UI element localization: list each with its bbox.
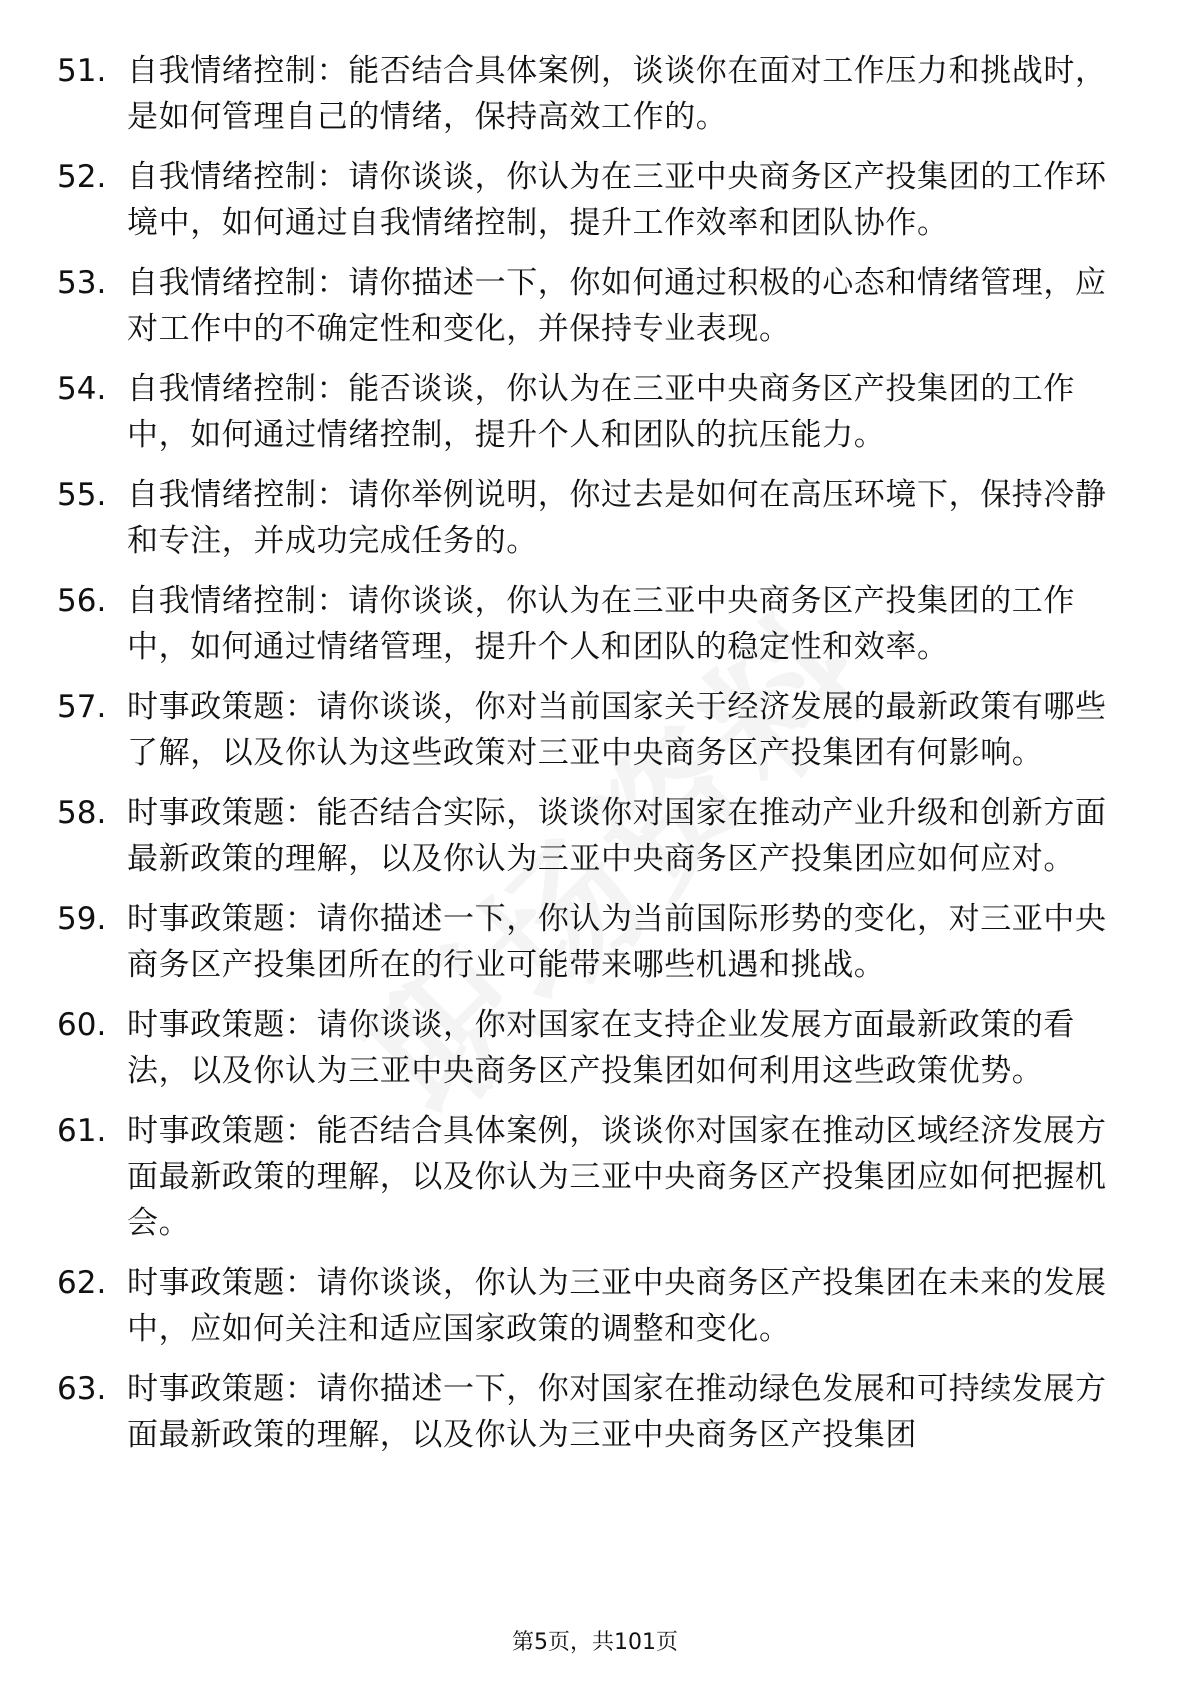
question-text: 时事政策题：请你谈谈，你对国家在支持企业发展方面最新政策的看法，以及你认为三亚中央商务区产投集团如何利用这些政策优势。 (127, 1007, 1075, 1089)
question-text: 自我情绪控制：请你谈谈，你认为在三亚中央商务区产投集团的工作环境中，如何通过自我情绪控制，提升工作效率和团队协作。 (127, 159, 1107, 241)
list-item (57, 1108, 1117, 1246)
question-list (57, 48, 1117, 1472)
question-number: 59. (57, 901, 107, 937)
question-text: 时事政策题：能否结合实际，谈谈你对国家在推动产业升级和创新方面最新政策的理解，以及你认为三亚中央商务区产投集团应如何应对。 (127, 795, 1107, 877)
list-item (57, 790, 1117, 882)
question-number: 58. (57, 795, 107, 831)
question-number: 51. (57, 53, 107, 89)
question-text: 时事政策题：能否结合具体案例，谈谈你对国家在推动区域经济发展方面最新政策的理解，以及你认为三亚中央商务区产投集团应如何把握机会。 (127, 1113, 1107, 1241)
question-number: 63. (57, 1371, 107, 1407)
list-item (57, 1366, 1117, 1458)
question-number: 62. (57, 1265, 107, 1301)
question-text: 时事政策题：请你谈谈，你认为三亚中央商务区产投集团在未来的发展中，应如何关注和适应国家政策的调整和变化。 (127, 1265, 1107, 1347)
page-number: 第5页，共101页 (512, 1630, 678, 1655)
list-item (57, 366, 1117, 458)
question-number: 61. (57, 1113, 107, 1149)
list-item (57, 472, 1117, 564)
question-number: 54. (57, 371, 107, 407)
list-item (57, 896, 1117, 988)
question-text: 自我情绪控制：请你谈谈，你认为在三亚中央商务区产投集团的工作中，如何通过情绪管理，提升个人和团队的稳定性和效率。 (127, 583, 1075, 665)
question-text: 自我情绪控制：能否结合具体案例，谈谈你在面对工作压力和挑战时，是如何管理自己的情绪，保持高效工作的。 (127, 53, 1107, 135)
question-text: 时事政策题：请你描述一下，你认为当前国际形势的变化，对三亚中央商务区产投集团所在的行业可能带来哪些机遇和挑战。 (127, 901, 1107, 983)
question-number: 57. (57, 689, 107, 725)
question-text: 自我情绪控制：请你举例说明，你过去是如何在高压环境下，保持冷静和专注，并成功完成任务的。 (127, 477, 1107, 559)
list-item (57, 154, 1117, 246)
question-number: 52. (57, 159, 107, 195)
list-item (57, 260, 1117, 352)
question-text: 自我情绪控制：请你描述一下，你如何通过积极的心态和情绪管理，应对工作中的不确定性和变化，并保持专业表现。 (127, 265, 1107, 347)
question-number: 60. (57, 1007, 107, 1043)
question-text: 自我情绪控制：能否谈谈，你认为在三亚中央商务区产投集团的工作中，如何通过情绪控制，提升个人和团队的抗压能力。 (127, 371, 1075, 453)
question-text: 时事政策题：请你描述一下，你对国家在推动绿色发展和可持续发展方面最新政策的理解，以及你认为三亚中央商务区产投集团 (127, 1371, 1107, 1453)
list-item (57, 1260, 1117, 1352)
question-number: 55. (57, 477, 107, 513)
question-number: 53. (57, 265, 107, 301)
list-item (57, 1002, 1117, 1094)
list-item (57, 578, 1117, 670)
question-text: 时事政策题：请你谈谈，你对当前国家关于经济发展的最新政策有哪些了解，以及你认为这些政策对三亚中央商务区产投集团有何影响。 (127, 689, 1107, 771)
question-number: 56. (57, 583, 107, 619)
list-item (57, 48, 1117, 140)
list-item (57, 684, 1117, 776)
